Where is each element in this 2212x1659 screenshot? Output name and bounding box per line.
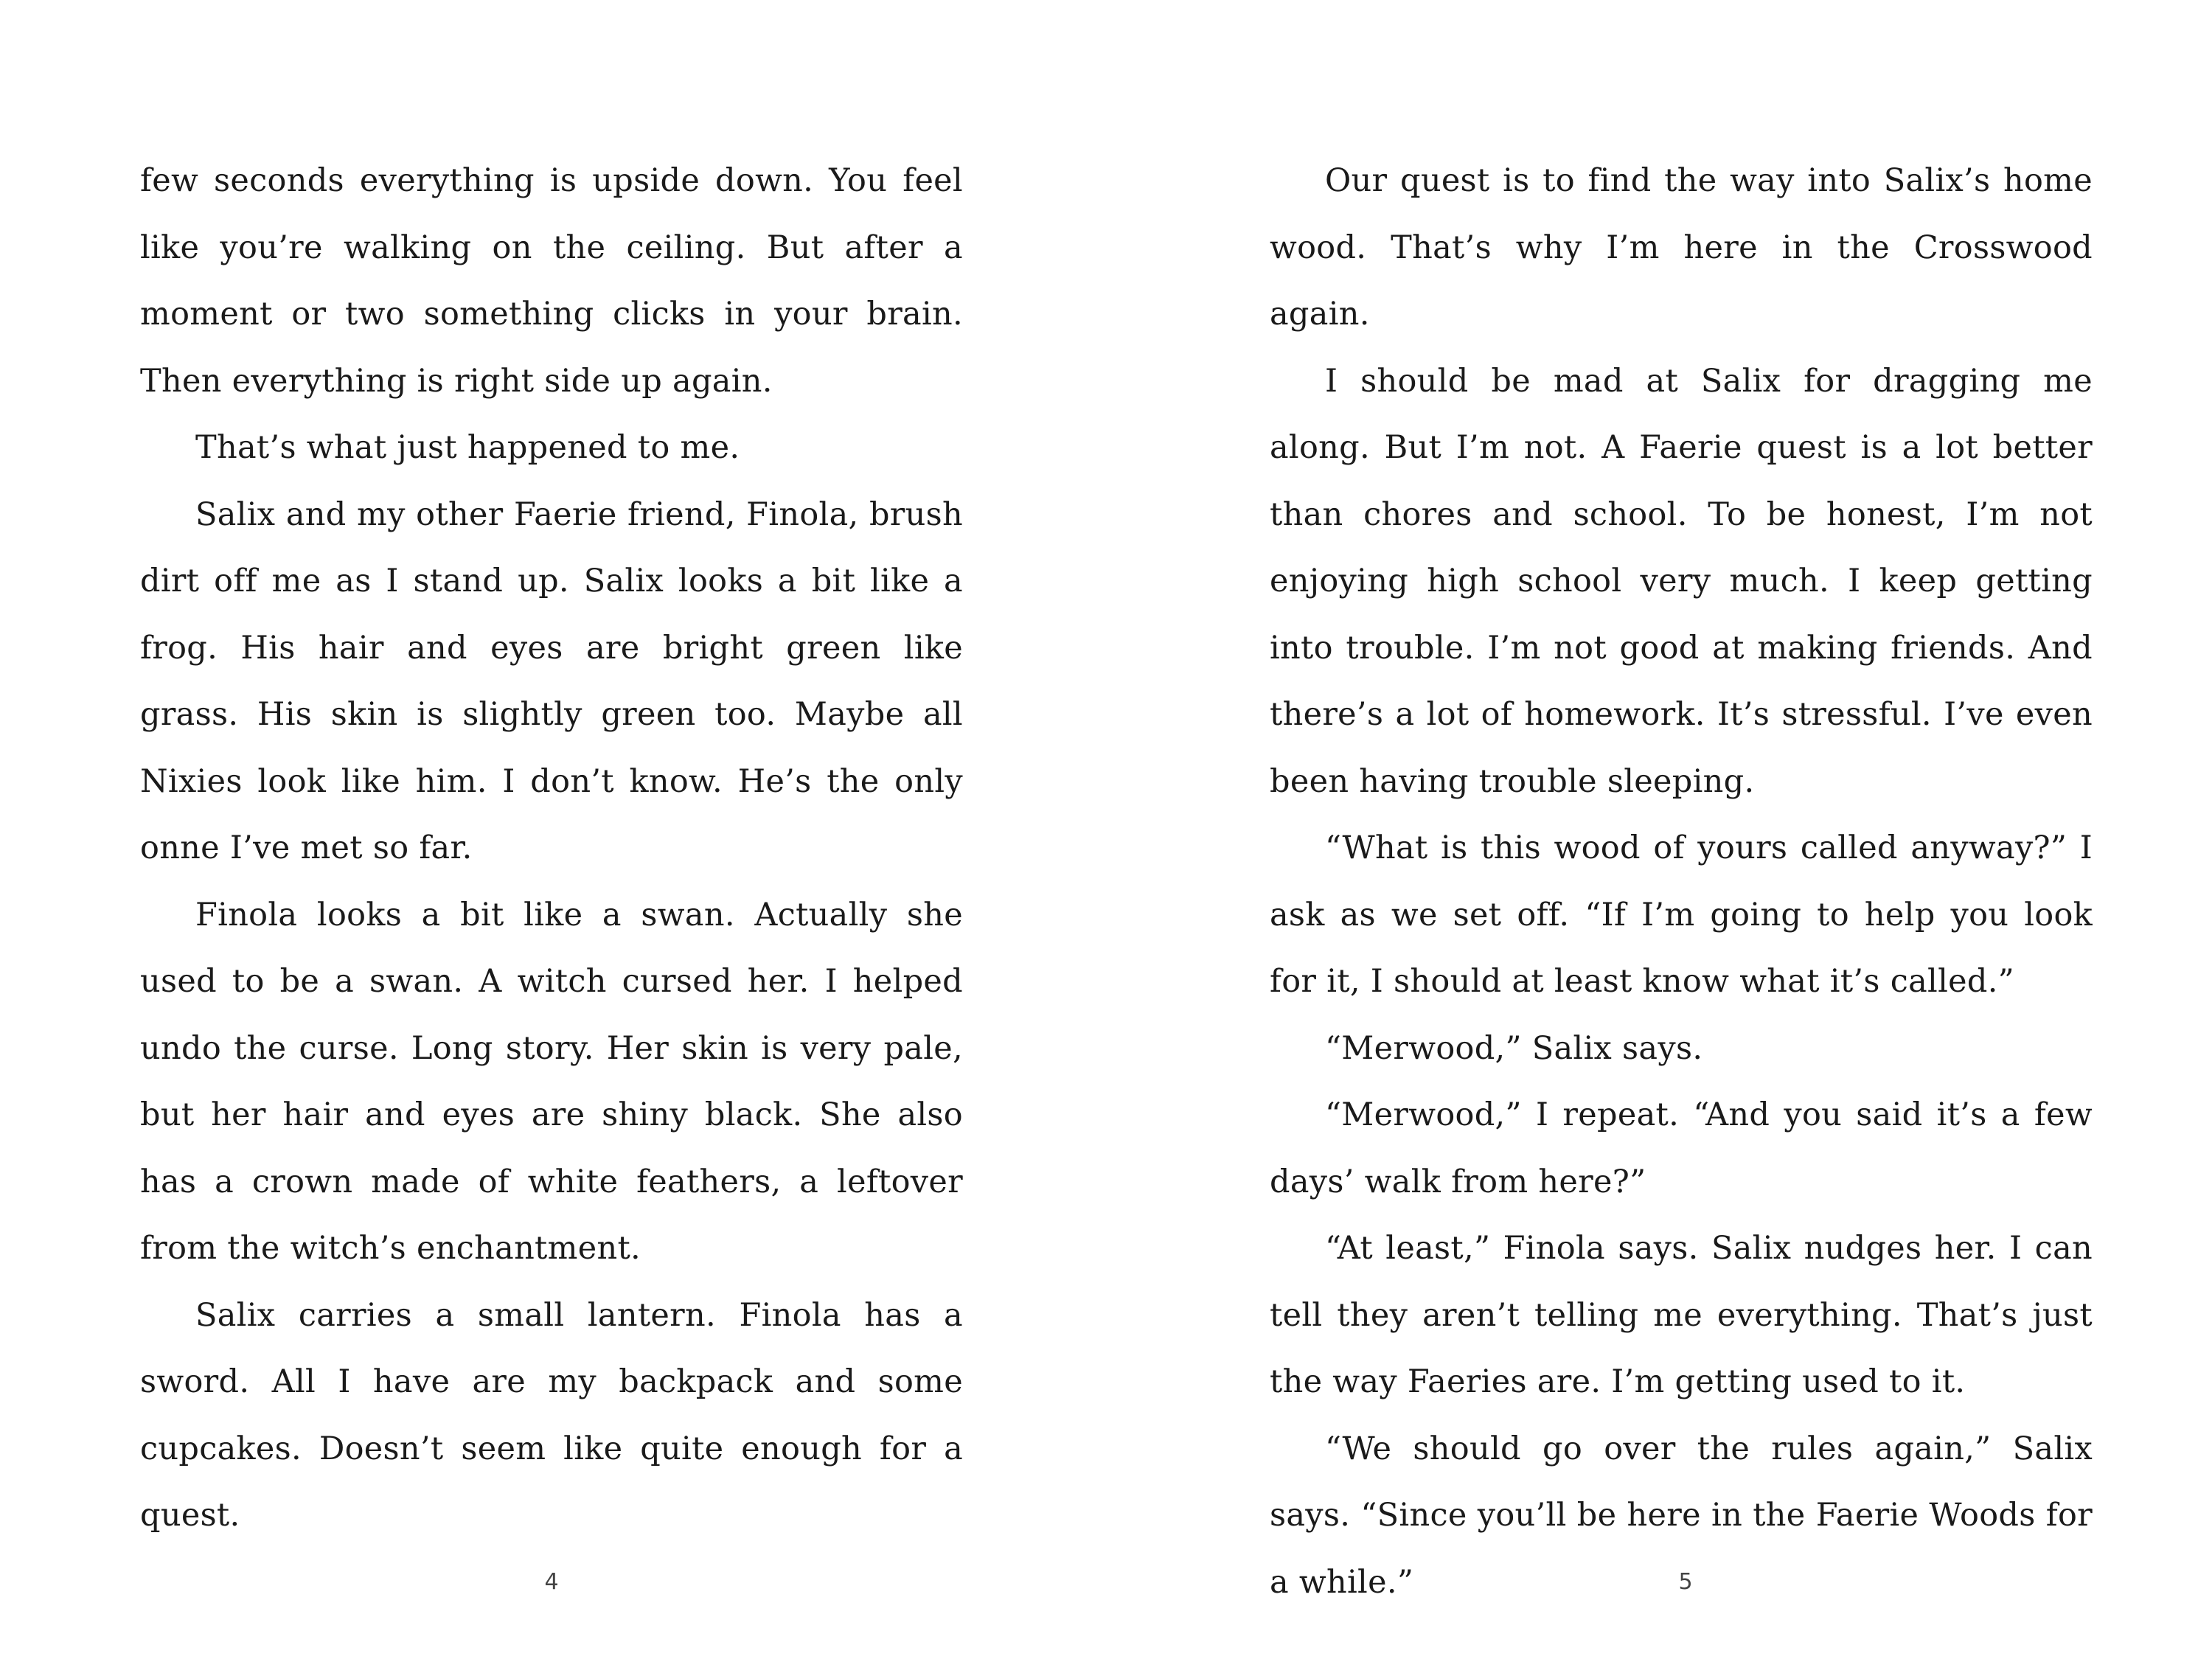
page-number: 5: [1678, 1569, 1693, 1595]
page-number: 4: [544, 1569, 559, 1595]
paragraph: “What is this wood of yours called anyway?” I ask as we set off. “If I’m going to help you look for it, I should at least know what it’s called.”: [1270, 830, 2093, 1000]
paragraph: “We should go over the rules again,” Salix says. “Since you’ll be here in the Faerie Woods for a while.”: [1270, 1430, 2093, 1601]
paragraph: “Merwood,” Salix says.: [1325, 1029, 1703, 1067]
paragraph: “At least,” Finola says. Salix nudges her. I can tell they aren’t telling me everything. That’s just the way Faeries are. I’m getting used to it.: [1270, 1230, 2093, 1400]
paragraph: few seconds everything is upside down. You feel like you’re walking on the ceiling. But after a moment or two something clicks in your brain. Then everything is right side up again.: [140, 162, 963, 400]
right-page-text: [1270, 147, 2093, 1615]
paragraph: Finola looks a bit like a swan. Actually she used to be a swan. A witch cursed her. I helped undo the curse. Long story. Her skin is very pale, but her hair and eyes are shiny black. She also has a crown made of white feathers, a leftover from the witch’s enchantment.: [140, 896, 963, 1267]
paragraph: I should be mad at Salix for dragging me along. But I’m not. A Faerie quest is a lot better than chores and school. To be honest, I’m not enjoying high school very much. I keep getting into trouble. I’m not good at making friends. And there’s a lot of homework. It’s stressful. I’ve even been having trouble sleeping.: [1270, 362, 2093, 800]
paragraph: That’s what just happened to me.: [195, 429, 740, 466]
paragraph: Salix carries a small lantern. Finola has a sword. All I have are my backpack and some cupcakes. Doesn’t seem like quite enough for a quest.: [140, 1296, 963, 1534]
paragraph: Our quest is to find the way into Salix’s home wood. That’s why I’m here in the Crosswood again.: [1270, 162, 2093, 333]
paragraph: “Merwood,” I repeat. “And you said it’s a few days’ walk from here?”: [1270, 1096, 2093, 1200]
paragraph: Salix and my other Faerie friend, Finola, brush dirt off me as I stand up. Salix looks a bit like a frog. His hair and eyes are bright green like grass. His skin is slightly green too. Maybe all Nixies look like him. I don’t know. He’s the only onne I’ve met so far.: [140, 495, 963, 866]
right-page: [1106, 0, 2212, 1659]
left-page-text: [140, 147, 963, 1549]
